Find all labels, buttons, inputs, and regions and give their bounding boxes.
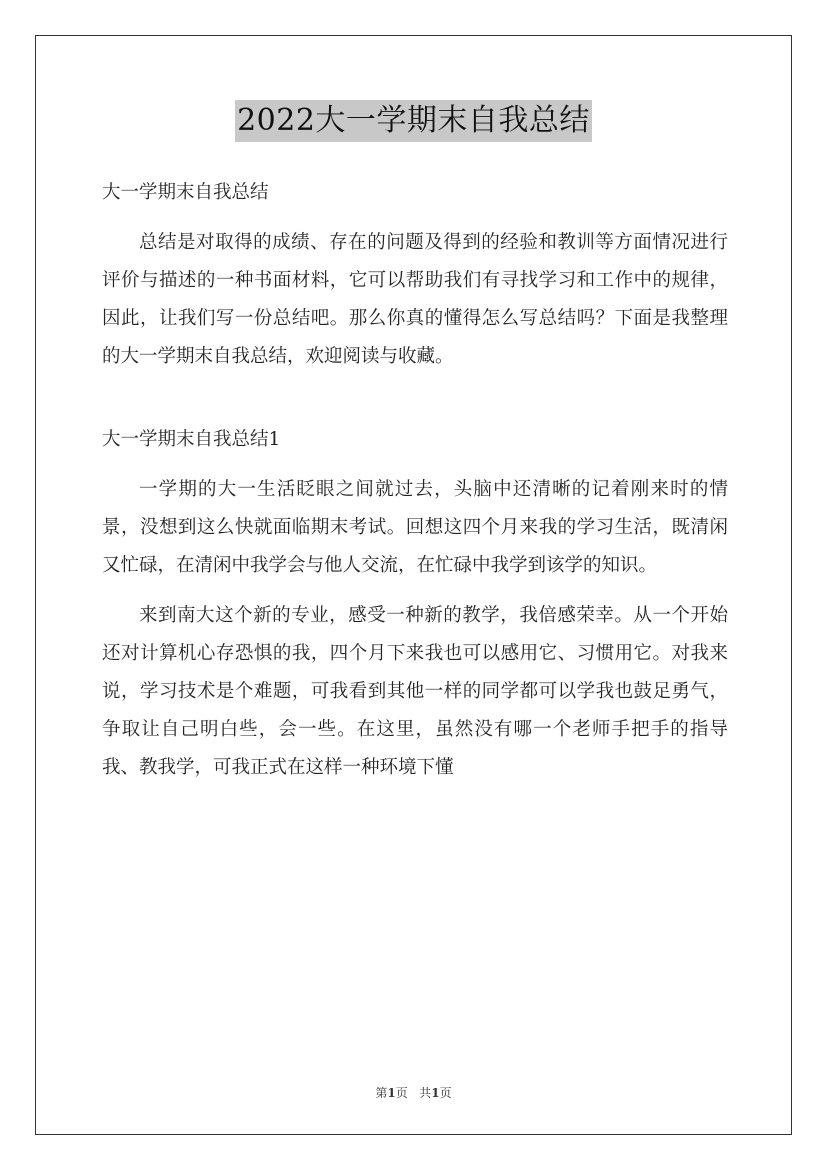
title-container (0, 100, 827, 142)
section-1-paragraph-1: 一学期的大一生活眨眼之间就过去，头脑中还清晰的记着刚来时的情景，没想到这么快就面临期末考试。回想这四个月来我的学习生活，既清闲又忙碌，在清闲中我学会与他人交流，在忙碌中我学到该学的知识。 (102, 479, 728, 576)
total-pages: 1 (431, 1086, 440, 1100)
page-prefix: 第 (375, 1086, 388, 1100)
spacer (102, 212, 728, 224)
spacer (102, 459, 728, 471)
intro-paragraph: 总结是对取得的成绩、存在的问题及得到的经验和教训等方面情况进行评价与描述的一种书面材料，它可以帮助我们有寻找学习和工作中的规律，因此，让我们写一份总结吧。那么你真的懂得怎么写总结吗？下面是我整理的大一学期末自我总结，欢迎阅读与收藏。 (102, 232, 728, 367)
total-suffix: 页 (439, 1086, 452, 1100)
document-title: 2022大一学期末自我总结 (235, 100, 592, 142)
spacer (102, 376, 728, 421)
section-heading-1: 大一学期末自我总结1 (102, 429, 281, 450)
total-prefix: 共 (419, 1086, 432, 1100)
spacer (102, 585, 728, 597)
page-number: 1 (387, 1086, 396, 1100)
page-suffix: 页 (395, 1086, 408, 1100)
section-heading-intro: 大一学期末自我总结 (102, 182, 269, 203)
section-1-paragraph-2: 来到南大这个新的专业，感受一种新的教学，我倍感荣幸。从一个开始还对计算机心存恐惧的我，四个月下来我也可以感用它、习惯用它。对我来说，学习技术是个难题，可我看到其他一样的同学都可以学我也鼓足勇气，争取让自己明白些，会一些。在这里，虽然没有哪一个老师手把手的指导我、教我学，可我正式在这样一种环境下懂 (102, 605, 728, 778)
document-body (102, 174, 728, 787)
page-footer (0, 1084, 827, 1101)
